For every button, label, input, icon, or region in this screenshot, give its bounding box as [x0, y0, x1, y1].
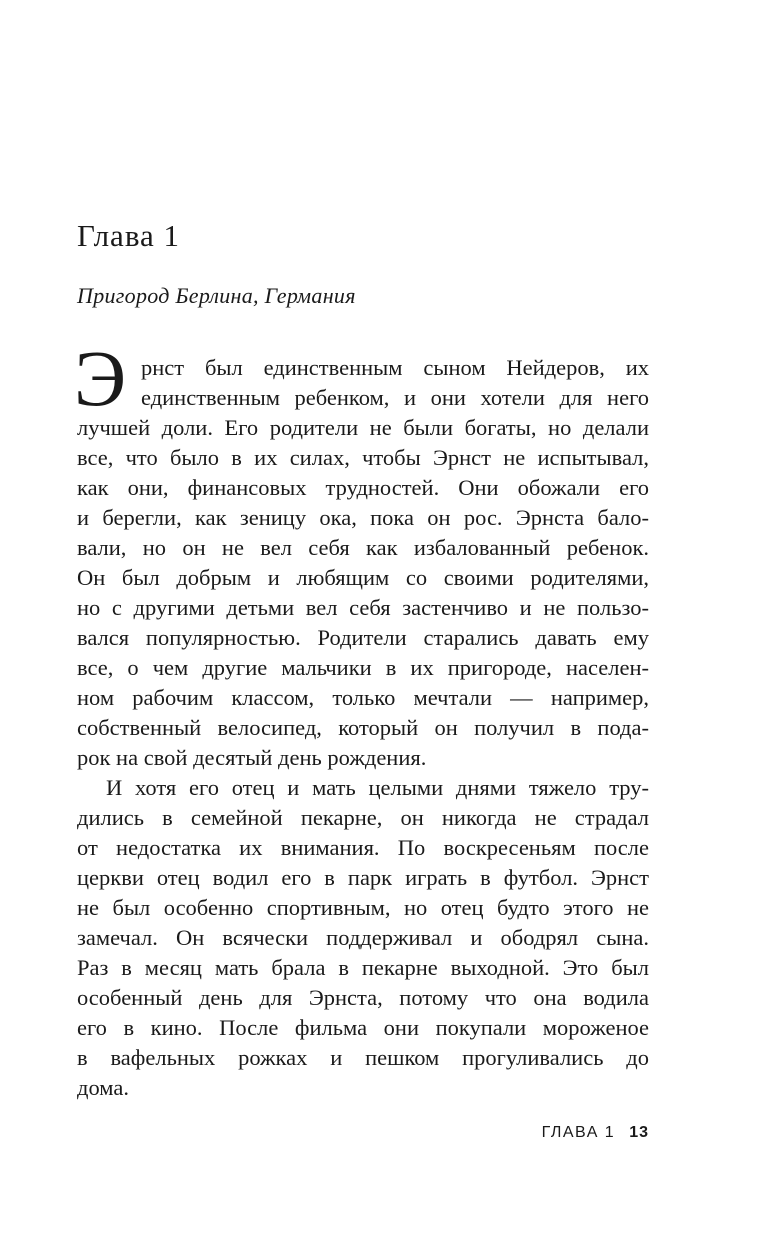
text-line: его в кино. После фильма они покупали мороженое [77, 1015, 649, 1040]
text-line: дились в семейной пекарне, он никогда не страдал [77, 805, 649, 830]
running-head: ГЛАВА 1 [541, 1124, 616, 1141]
text-line: рнст был единственным сыном Нейдеров, их [141, 355, 649, 380]
text-line: вали, но он не вел себя как избалованный ребенок. [77, 535, 649, 560]
text-line: вался популярностью. Родители старались давать ему [77, 625, 649, 650]
text-line: церкви отец водил его в парк играть в футбол. Эрнст [77, 865, 649, 890]
running-footer [542, 1123, 649, 1143]
text-line: но с другими детьми вел себя застенчиво и не пользо- [77, 595, 649, 620]
text-line: ном рабочим классом, только мечтали — например, [77, 685, 649, 710]
drop-cap: Э [74, 336, 127, 423]
text-line: рок на свой десятый день рождения. [77, 745, 427, 770]
text-line: замечал. Он всячески поддерживал и ободрял сына. [77, 925, 649, 950]
text-line: в вафельных рожках и пешком прогуливались до [77, 1045, 649, 1070]
text-line: особенный день для Эрнста, потому что она водила [77, 985, 649, 1010]
text-line: Он был добрым и любящим со своими родителями, [77, 565, 649, 590]
page-number: 13 [629, 1124, 649, 1141]
text-line: все, о чем другие мальчики в их пригороде, населен- [77, 655, 649, 680]
text-line: как они, финансовых трудностей. Они обожали его [77, 475, 649, 500]
chapter-title: Глава 1 [77, 218, 181, 253]
text-line: и берегли, как зеницу ока, пока он рос. Эрнста бало- [77, 505, 649, 530]
text-line: собственный велосипед, который он получил в пода- [77, 715, 649, 740]
text-line: Раз в месяц мать брала в пекарне выходной. Это был [77, 955, 649, 980]
chapter-subtitle: Пригород Берлина, Германия [77, 283, 356, 308]
text-line: все, что было в их силах, чтобы Эрнст не испытывал, [77, 445, 649, 470]
text-line: от недостатка их внимания. По воскресеньям после [77, 835, 649, 860]
text-line: дома. [77, 1075, 129, 1100]
text-line: не был особенно спортивным, но отец будто этого не [77, 895, 649, 920]
text-line: И хотя его отец и мать целыми днями тяжело тру- [106, 775, 649, 800]
text-line: лучшей доли. Его родители не были богаты, но делали [77, 415, 649, 440]
text-line: единственным ребенком, и они хотели для него [141, 385, 649, 410]
